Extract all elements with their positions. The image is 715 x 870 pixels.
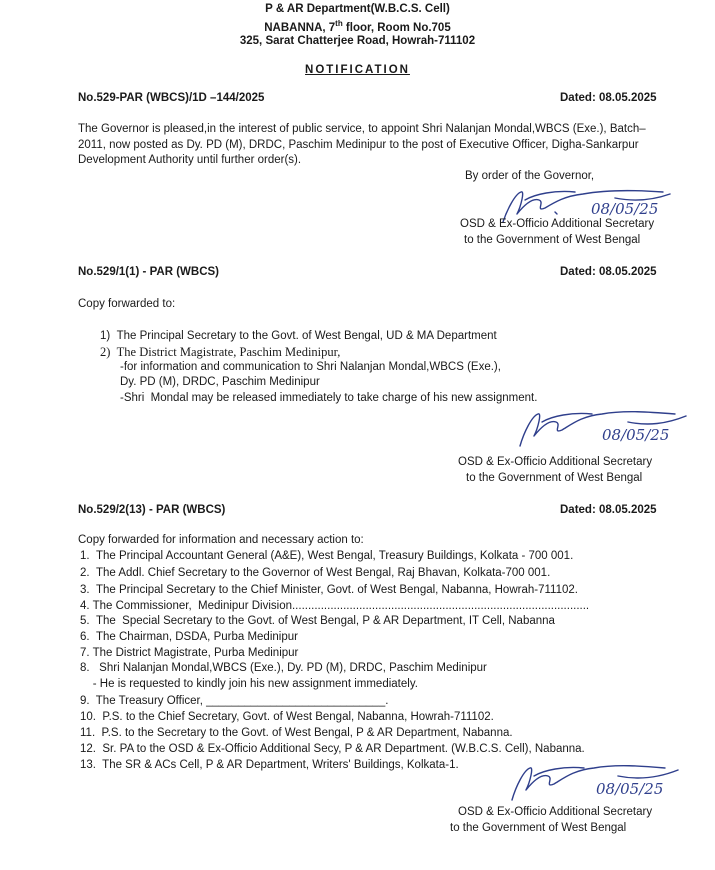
signatory-title-3: OSD & Ex-Officio Additional Secretary [458, 806, 653, 818]
header-address-road: 325, Sarat Chatterjee Road, Howrah-711102 [239, 35, 476, 47]
header-address-floor [0, 19, 715, 34]
signatory-title-2: OSD & Ex-Officio Additional Secretary [458, 456, 653, 468]
list-item: 3. The Principal Secretary to the Chief Minister, Govt. of West Bengal, Nabanna, Howrah-711102. [80, 584, 578, 596]
list-item: 7. The District Magistrate, Purba Medinipur [80, 647, 299, 659]
signatory-govt-3: to the Government of West Bengal [450, 822, 627, 834]
memo-number-1: No.529-PAR (WBCS)/1D –144/2025 [78, 92, 265, 104]
list-item: 2. The Addl. Chief Secretary to the Governor of West Bengal, Raj Bhavan, Kolkata-700 001. [80, 567, 551, 579]
header-floor-sup: th [335, 19, 343, 28]
list-item: 1) The Principal Secretary to the Govt. of West Bengal, UD & MA Department [100, 330, 497, 342]
memo-date-2: Dated: 08.05.2025 [560, 266, 657, 278]
copy-forwarded-2: Copy forwarded to: [78, 298, 176, 310]
signatory-govt-2: to the Government of West Bengal [466, 472, 643, 484]
order-line: By order of the Governor, [465, 170, 595, 182]
memo-date-1: Dated: 08.05.2025 [560, 92, 657, 104]
sub-line: Dy. PD (M), DRDC, Paschim Medinipur [120, 376, 320, 388]
memo-date-3: Dated: 08.05.2025 [560, 504, 657, 516]
header-floor-post: floor, Room No.705 [342, 21, 451, 34]
header-floor-pre: NABANNA, 7 [264, 21, 336, 34]
copy-forwarded-3: Copy forwarded for information and necessary action to: [78, 534, 364, 546]
list-item: 8. Shri Nalanjan Mondal,WBCS (Exe.), Dy. PD (M), DRDC, Paschim Medinipur [80, 662, 487, 674]
list-item: 11. P.S. to the Secretary to the Govt. of West Bengal, P & AR Department, Nabanna. [80, 727, 513, 739]
signature-3 [500, 752, 690, 806]
sub-line: -Shri Mondal may be released immediately to take charge of his new assignment. [120, 392, 538, 404]
list-item: 5. The Special Secretary to the Govt. of West Bengal, P & AR Department, IT Cell, Nabanna [80, 615, 555, 627]
list-item: 1. The Principal Accountant General (A&E), West Bengal, Treasury Buildings, Kolkata - 700 001. [80, 550, 574, 562]
notification-body: The Governor is pleased,in the interest of public service, to appoint Shri Nalanjan Mondal,WBCS (Exe.), Batch–2011, now posted as Dy. PD (M), DRDC, Paschim Medinipur to the post of Executive Officer, Digha-Sankarpur Development Authority until further order(s). [78, 123, 646, 166]
list-item: 12. Sr. PA to the OSD & Ex-Officio Additional Secy, P & AR Department. (W.B.C.S. Cell), Nabanna. [80, 743, 585, 755]
notification-title: NOTIFICATION [305, 64, 410, 76]
list-item: 6. The Chairman, DSDA, Purba Medinipur [80, 631, 298, 643]
memo-number-3: No.529/2(13) - PAR (WBCS) [78, 504, 226, 516]
memo-number-2: No.529/1(1) - PAR (WBCS) [78, 266, 219, 278]
list-item: 10. P.S. to the Chief Secretary, Govt. of West Bengal, Nabanna, Howrah-711102. [80, 711, 494, 723]
list-item: 4. The Commissioner, Medinipur Division............................................................................................. [80, 600, 590, 612]
signatory-govt-1: to the Government of West Bengal [464, 234, 641, 246]
signature-2 [510, 400, 700, 452]
signature-2-date: 08/05/25 [602, 426, 670, 444]
list-item: 13. The SR & ACs Cell, P & AR Department, Writers' Buildings, Kolkata-1. [80, 759, 459, 771]
signature-3-date: 08/05/25 [596, 780, 664, 798]
sub-line: -for information and communication to Shri Nalanjan Mondal,WBCS (Exe.), [120, 361, 501, 373]
list-item: - He is requested to kindly join his new assignment immediately. [80, 678, 418, 690]
signature-1-date: 08/05/25 [591, 200, 659, 218]
list-item: 2) The District Magistrate, Paschim Medinipur, [100, 345, 341, 359]
list-item: 9. The Treasury Officer, ____________________________. [80, 695, 389, 707]
signatory-title-1: OSD & Ex-Officio Additional Secretary [460, 218, 655, 230]
header-department: P & AR Department(W.B.C.S. Cell) [265, 3, 450, 15]
